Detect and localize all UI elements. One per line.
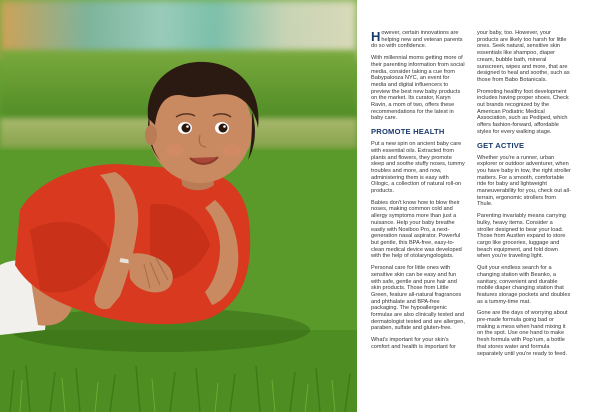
drop-cap: H xyxy=(371,29,381,44)
paragraph: Gone are the days of worrying about pre-made formula going bad or making a mess when hand mixing it on the spot. Use one hand to make fresh formula with Pop'rum, a bottle that stores water and formula separately until you're ready to feed. xyxy=(477,310,568,357)
paragraph: What's important for your skin's comfort and health is important for xyxy=(371,337,456,350)
section-heading-get-active: GET ACTIVE xyxy=(477,140,525,150)
paragraph: Quit your endless search for a changing station with Beanko, a sanitary, convenient and durable mobile diaper changing station that features storage pockets and doubles as a tummy-time mat. xyxy=(477,265,571,305)
intro-paragraph: However, certain innovations are helping new and veteran parents do so with confidence. xyxy=(371,29,463,50)
paragraph: Babies don't know how to blow their noses, making common cold and allergy symptoms more than just a nuisance. Help your baby breathe easily with Nosiboo Pro, a next-generation nasal aspirator. Powerful but gentle, this BPA-free, easy-to-clean medical device was developed with the help of otolaryngologists. xyxy=(371,199,462,260)
paragraph: Whether you're a runner, urban explorer or outdoor adventurer, when you have baby in tow, the right stroller matters. For a smooth, comfortable ride for baby and lightweight maneuverability for you, check out all-terrain, ergonomic strollers from Thule. xyxy=(477,154,571,208)
paragraph: Parenting invariably means carrying bulky, heavy items. Consider a stroller designed to bear your load. Those from Austlen expand to store cargo like groceries, luggage and beach equipment, and fold down when you're traveling light. xyxy=(477,213,566,260)
paragraph: Put a new spin on ancient baby care with essential oils. Extracted from plants and flowers, they promote sleep and soothe stuffy noses, tummy troubles and more, and now, administering them is easy with Oilogic, a collection of natural roll-on products. xyxy=(371,141,465,195)
text-column-2 xyxy=(477,30,571,362)
paragraph: your baby, too. However, your products are likely too harsh for little ones. Seek natural, sensitive skin essentials like shampoo, diaper cream, bubble bath, mineral sunscreen, wipes and more, that are designed to heal and soothe, such as those from Babo Botanicals. xyxy=(477,30,570,83)
section-heading-promote-health: PROMOTE HEALTH xyxy=(371,127,445,137)
text-column-1 xyxy=(371,30,465,356)
paragraph: Personal care for little ones with sensitive skin can be easy and fun with safe, gentle and pure hair and skin products. Those from Little Green, feature all-natural fragrances and phthalate and BPA-free packaging. The hypoallergenic formulas are also clinically tested and dermatologist tested and are allergen, paraben, sulfate and gluten-free. xyxy=(371,265,465,332)
paragraph: Promoting healthy foot development includes having proper shoes. Check out brands recognized by the American Podiatric Medical Association, such as Pediped, which offers fashion-forward, affordable styles for every walking stage. xyxy=(477,88,569,135)
paragraph: With millennial moms getting more of their parenting information from social media, consider taking a cue from Babypalooza NYC, an event for media and digital influencers to preview the best new baby products on the market. Its curator, Karyn Ravin, a mom of two, offers these recommendations for the latest in baby care. xyxy=(371,55,465,122)
